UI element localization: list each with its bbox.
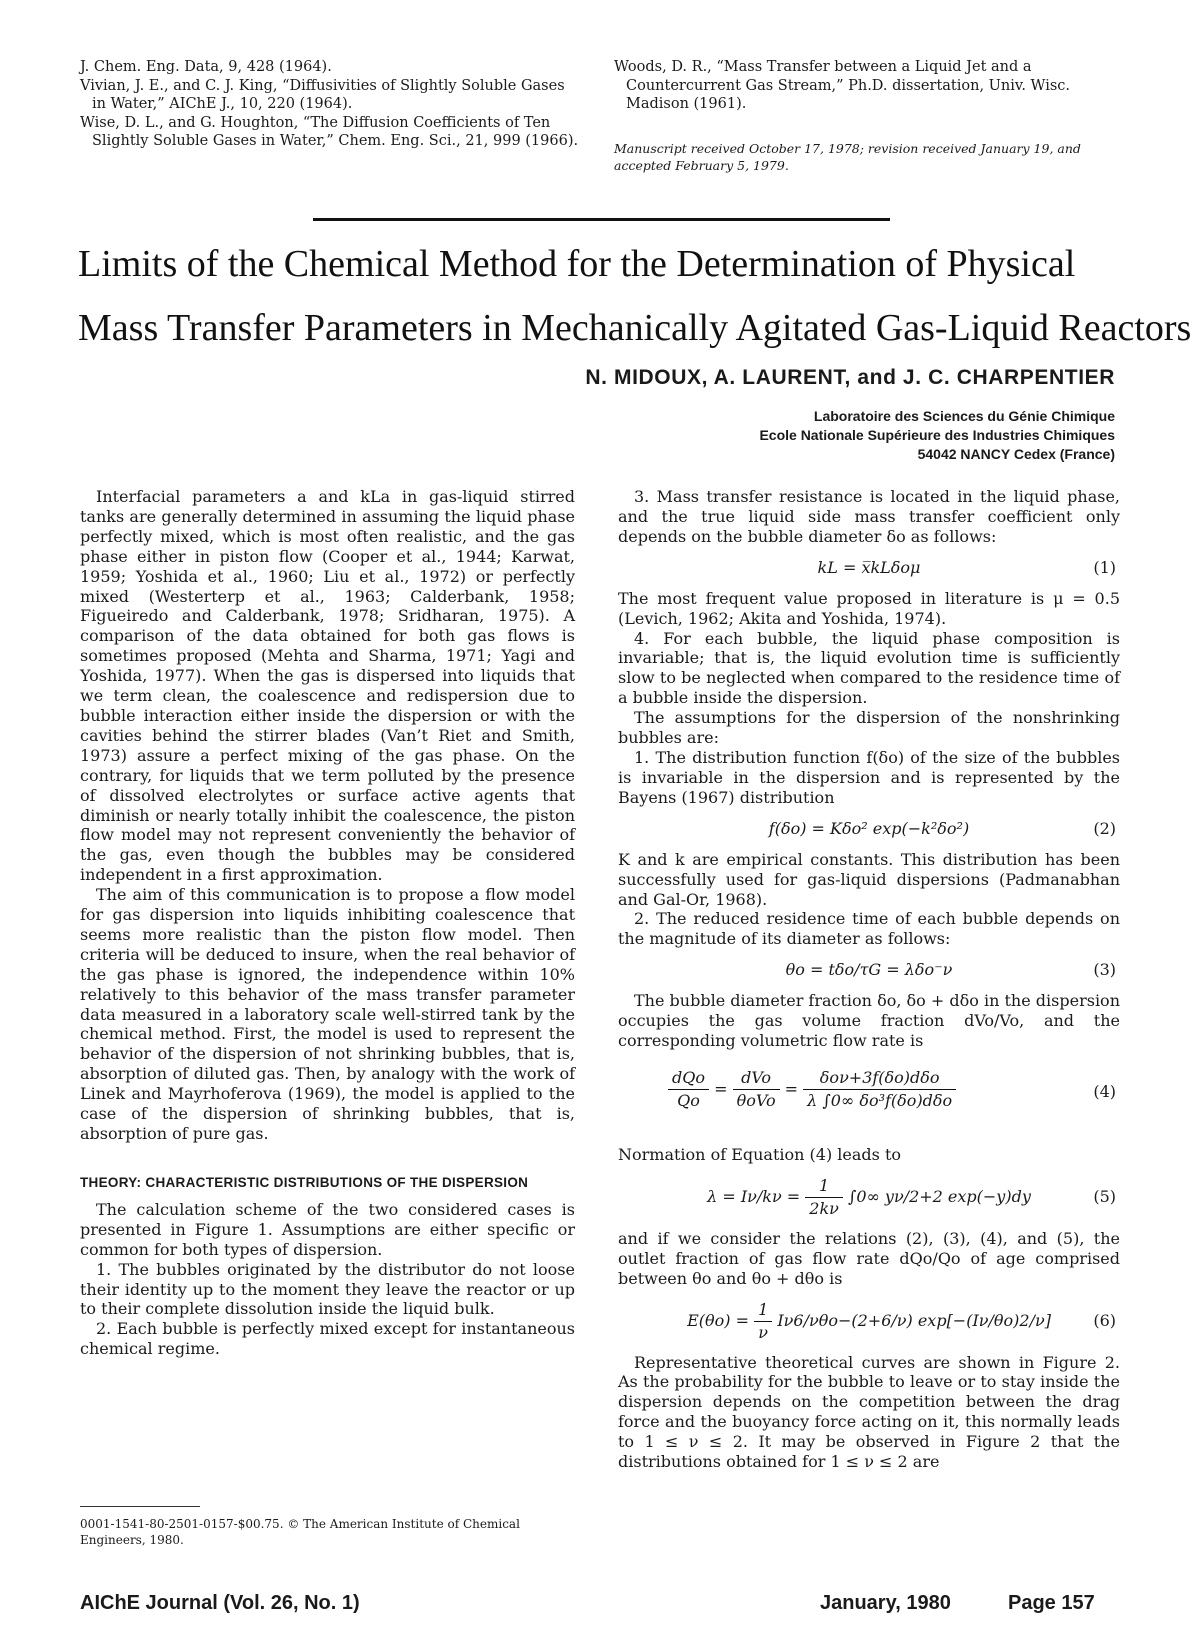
paragraph: Interfacial parameters a and kLa in gas-liquid stirred tanks are generally determined in assuming the liquid phase perfectly mixed, which is most often realistic, and the gas phase either in piston flow (Cooper et al., 1944; Karwat, 1959; Yoshida et al., 1960; Liu et al., 1972) or perfectly mixed (Westerterp et al., 1963; Calderbank, 1958; Figueiredo and Calderbank, 1978; Sridharan, 1975). A comparison of the data obtained for both gas flows is sometimes proposed (Mehta and Sharma, 1971; Yagi and Yoshida, 1977). When the gas is dispersed into liquids that we term clean, the coalescence and redispersion due to bubble interaction either inside the dispersion or with the cavities behind the stirrer blades (Van’t Riet and Smith, 1973) assure a perfect mixing of the gas phase. On the contrary, for liquids that we term polluted by the presence of dissolved electrolytes or surface active agents that diminish or nearly totally inhibit the coalescence, the piston flow model may not represent conveniently the behavior of the gas, even though the bubbles may be considered independent in a first approximation.: [80, 487, 575, 885]
fraction: [754, 1299, 772, 1344]
footnote-rule: [80, 1506, 200, 1507]
equation-number: (2): [1093, 818, 1116, 838]
equation-number: (4): [1093, 1081, 1116, 1101]
footnote: 0001-1541-80-2501-0157-$00.75. © The American Institute of Chemical Engineers, 1980.: [80, 1517, 520, 1547]
numerator: dVo: [733, 1067, 780, 1090]
equation-1: [618, 555, 1120, 581]
reference: Wise, D. L., and G. Houghton, “The Diffusion Coefficients of Ten Slightly Soluble Gases in Water,” Chem. Eng. Sci., 21, 999 (1966).: [80, 114, 579, 149]
references-right: [614, 58, 1124, 174]
equation-3: [618, 957, 1120, 983]
equation-5: [618, 1173, 1120, 1221]
reference: Vivian, J. E., and C. J. King, “Diffusivities of Slightly Soluble Gases in Water,” AIChE J., 10, 220 (1964).: [80, 77, 565, 112]
equation-body: f(δo) = Kδo² exp(−k²δo²): [768, 818, 970, 838]
equation-number: (3): [1093, 960, 1116, 980]
paragraph: 1. The distribution function f(δo) of the size of the bubbles is invariable in the dispersion and is represented by the Bayens (1967) distribution: [618, 747, 1120, 807]
equation-left: λ = Iν/kν =: [707, 1186, 801, 1206]
denominator: 2kν: [809, 1198, 839, 1218]
fraction: [805, 1175, 843, 1220]
manuscript-received: Manuscript received October 17, 1978; revision received January 19, and accepted February 5, 1979.: [614, 140, 1081, 173]
paragraph: 2. Each bubble is perfectly mixed except for instantaneous chemical regime.: [80, 1319, 575, 1359]
section-heading: THEORY: CHARACTERISTIC DISTRIBUTIONS OF THE DISPERSION: [80, 1174, 529, 1190]
reference: Woods, D. R., “Mass Transfer between a Liquid Jet and a Countercurrent Gas Stream,” Ph.D. dissertation, Univ. Wisc. Madison (1961).: [614, 59, 1071, 112]
paragraph: The aim of this communication is to propose a flow model for gas dispersion into liquids inhibiting coalescence that seems more realistic than the piston flow model. Then criteria will be deduced to insure, when the real behavior of the gas phase is ignored, the independence within 10% relatively to this behavior of the mass transfer parameter data measured in a laboratory scale well-stirred tank by the chemical method. First, the model is used to represent the behavior of the dispersion of not shrinking bubbles, that is, absorption of diluted gas. Then, by analogy with the work of Linek and Mayrhoferova (1969), the model is applied to the case of the dispersion of shrinking bubbles, that is, absorption of pure gas.: [80, 885, 575, 1143]
equation-number: (5): [1093, 1186, 1116, 1206]
paragraph: The bubble diameter fraction δo, δo + dδo in the dispersion occupies the gas volume fraction dVo/Vo, and the corresponding volumetric flow rate is: [618, 991, 1120, 1051]
paragraph: Normation of Equation (4) leads to: [618, 1144, 902, 1164]
equation-body: kL = x̅kLδoμ: [817, 557, 921, 577]
fraction: [803, 1067, 956, 1112]
numerator: 1: [805, 1175, 843, 1198]
numerator: 1: [754, 1299, 772, 1322]
equation-6: [618, 1297, 1120, 1345]
equation-number: (1): [1093, 557, 1116, 577]
fraction: [668, 1067, 709, 1112]
denominator: Qo: [677, 1090, 700, 1110]
title-rule: [313, 218, 890, 221]
date-footer: January, 1980: [820, 1592, 951, 1614]
paragraph: 2. The reduced residence time of each bubble depends on the magnitude of its diameter as follows:: [618, 909, 1120, 949]
affiliation-line: 54042 NANCY Cedex (France): [917, 446, 1115, 462]
left-column: [80, 487, 575, 1359]
journal-footer: AIChE Journal (Vol. 26, No. 1): [80, 1592, 360, 1614]
paragraph: 1. The bubbles originated by the distributor do not loose their identity up to the moment they leave the reactor or up to their complete dissolution inside the liquid bulk.: [80, 1259, 575, 1319]
affiliation-line: Laboratoire des Sciences du Génie Chimique: [813, 408, 1115, 424]
paragraph: 4. For each bubble, the liquid phase composition is invariable; that is, the liquid evolution time is sufficiently slow to be neglected when compared to the residence time of a bubble inside the dispersion.: [618, 628, 1120, 708]
denominator: ν: [758, 1322, 769, 1342]
page-number: Page 157: [1008, 1592, 1095, 1614]
right-column: [618, 487, 1120, 1472]
paragraph: Representative theoretical curves are shown in Figure 2. As the probability for the bubble to leave or to stay inside the dispersion depends on the competition between the drag force and the buoyancy force acting on it, this normally leads to 1 ≤ ν ≤ 2. It may be observed in Figure 2 that the distributions obtained for 1 ≤ ν ≤ 2 are: [618, 1352, 1120, 1472]
paragraph: The calculation scheme of the two considered cases is presented in Figure 1. Assumptions are either specific or common for both types of dispersion.: [80, 1199, 575, 1259]
denominator: θoVo: [736, 1090, 776, 1110]
numerator: δoν+3f(δo)dδo: [803, 1067, 956, 1090]
equation-right: Iν6/νθo−(2+6/ν) exp[−(Iν/θo)2/ν]: [777, 1310, 1051, 1330]
references-left: [80, 58, 580, 151]
equation-body: θo = tδo/τG = λδo⁻ν: [785, 960, 953, 980]
paragraph: and if we consider the relations (2), (3), (4), and (5), the outlet fraction of gas flow rate dQo/Qo of age comprised between θo and θo + dθo is: [618, 1228, 1120, 1288]
equation-4: $\frac{\text{dQo}}{Qo}$ = $\frac{\text{dVo}}{\text{θoVo}}$ = $\frac{\text{δoν+3f(δo)dδo}}{\text{λ ∫0∞ δo³f(δo)dδo}}$ (4): [618, 1059, 1120, 1137]
numerator: dQo: [668, 1067, 709, 1090]
equation-right: ∫0∞ yν/2+2 exp(−y)dy: [847, 1186, 1031, 1206]
equation-left: E(θo) =: [687, 1310, 749, 1330]
reference: J. Chem. Eng. Data, 9, 428 (1964).: [80, 59, 332, 75]
paragraph: The most frequent value proposed in literature is μ = 0.5 (Levich, 1962; Akita and Yoshida, 1974).: [618, 588, 1120, 628]
affiliation-line: Ecole Nationale Supérieure des Industries Chimiques: [759, 427, 1115, 443]
equation-number: (6): [1093, 1310, 1116, 1330]
affiliation: [759, 407, 1115, 464]
equation-2: [618, 816, 1120, 842]
fraction: [733, 1067, 780, 1112]
authors: N. MIDOUX, A. LAURENT, and J. C. CHARPENTIER: [585, 366, 1115, 389]
paragraph: K and k are empirical constants. This distribution has been successfully used for gas-liquid dispersions (Padmanabhan and Gal-Or, 1968).: [618, 849, 1120, 909]
article-title-line-1: Limits of the Chemical Method for the Determination of Physical: [78, 243, 1076, 285]
article-title-line-2: Mass Transfer Parameters in Mechanically Agitated Gas-Liquid Reactors: [78, 307, 1192, 349]
paragraph: The assumptions for the dispersion of the nonshrinking bubbles are:: [618, 708, 1120, 748]
denominator: λ ∫0∞ δo³f(δo)dδo: [807, 1090, 953, 1110]
paragraph: 3. Mass transfer resistance is located in the liquid phase, and the true liquid side mass transfer coefficient only depends on the bubble diameter δo as follows:: [618, 487, 1120, 546]
